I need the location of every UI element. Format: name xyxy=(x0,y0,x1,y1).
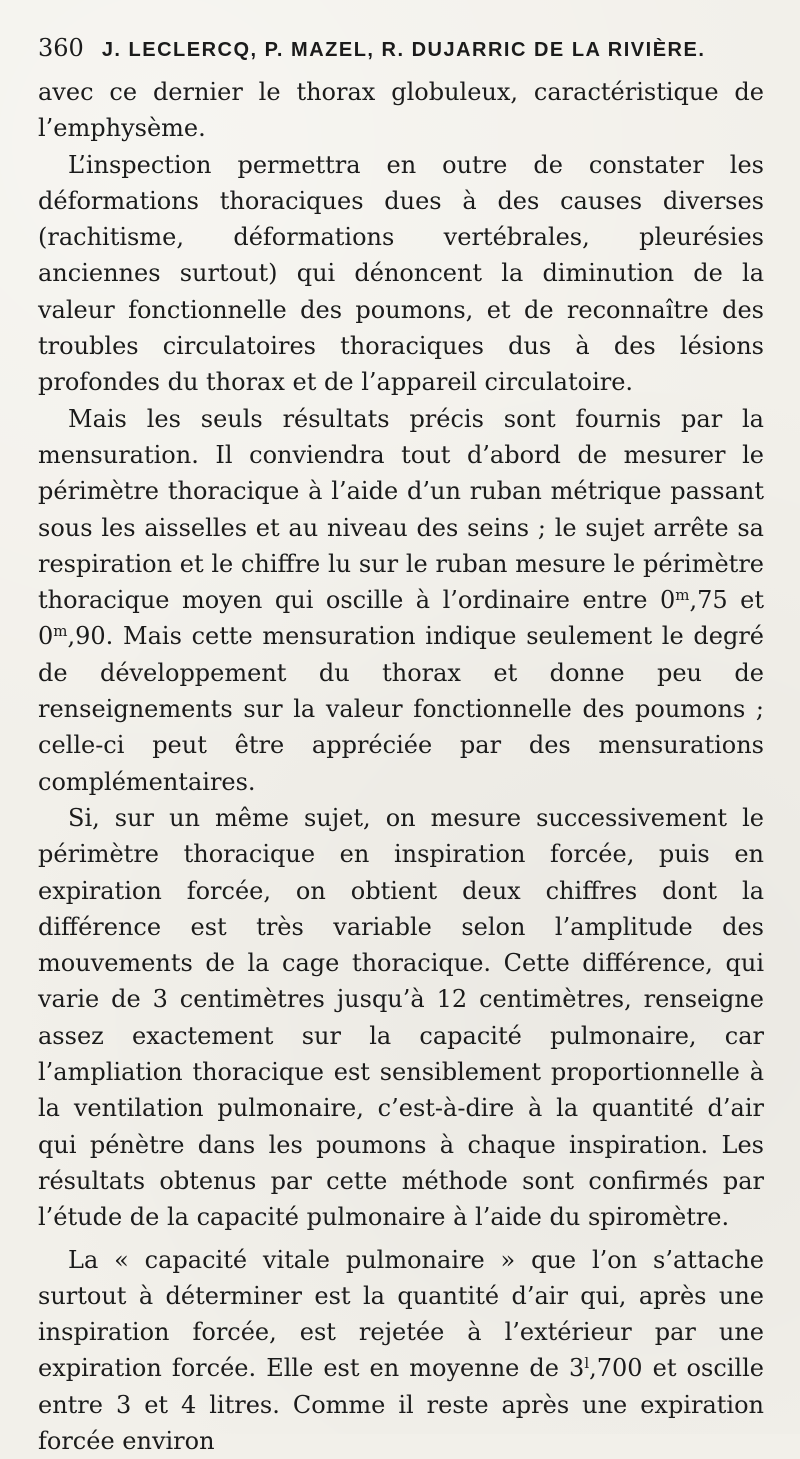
meter-superscript-1: m xyxy=(675,586,689,604)
paragraph-mensuration-text-c: ,90. Mais cette mensuration indique seulement le degré de développement du thorax et donne peu de renseignements sur la valeur fonctionnelle des poumons ; celle-ci peut être appréciée par des mensurations complémentaires. xyxy=(38,622,764,795)
paragraph-continuation: avec ce dernier le thorax globuleux, caractéristique de l’emphysème. xyxy=(38,74,764,147)
liter-superscript: l xyxy=(584,1354,589,1372)
paragraph-vital-capacity xyxy=(38,1242,764,1459)
paragraph-mensuration xyxy=(38,401,764,800)
meter-superscript-2: m xyxy=(53,622,67,640)
page-number: 360 xyxy=(38,34,84,62)
paragraph-mensuration-text-a: Mais les seuls résultats précis sont fournis par la mensuration. Il conviendra tout d’abord de mesurer le périmètre thoracique à l’aide d’un ruban métrique passant sous les aisselles et au niveau des seins ; le sujet arrête sa respiration et le chiffre lu sur le ruban mesure le périmètre thoracique moyen qui oscille à l’ordinaire entre 0 xyxy=(38,405,764,614)
paragraph-vital-capacity-text-b: ,700 et oscille entre 3 et 4 litres. Comme il reste après une expiration forcée environ xyxy=(38,1354,764,1455)
paragraph-inspection: L’inspection permettra en outre de constater les déformations thoraciques dues à des causes diverses (rachitisme, déformations vertébrales, pleurésies anciennes surtout) qui dénoncent la diminution de la valeur fonctionnelle des poumons, et de reconnaître des troubles circulatoires thoraciques dus à des lésions profondes du thorax et de l’appareil circulatoire. xyxy=(38,147,764,401)
body-text xyxy=(38,74,764,1459)
paragraph-mensuration-text-b: ,75 et 0 xyxy=(38,586,764,650)
paragraph-perimeter-difference: Si, sur un même sujet, on mesure successivement le périmètre thoracique en inspiration forcée, puis en expiration forcée, on obtient deux chiffres dont la différence est très variable selon l’amplitude des mouvements de la cage thoracique. Cette différence, qui varie de 3 centimètres jusqu’à 12 centimètres, renseigne assez exactement sur la capacité pulmonaire, car l’ampliation thoracique est sensiblement proportionnelle à la ventilation pulmonaire, c’est-à-dire à la quantité d’air qui pénètre dans les poumons à chaque inspiration. Les résultats obtenus par cette méthode sont confirmés par l’étude de la capacité pulmonaire à l’aide du spiromètre. xyxy=(38,800,764,1236)
running-title: J. LECLERCQ, P. MAZEL, R. DUJARRIC DE LA RIVIÈRE. xyxy=(102,39,706,62)
paragraph-vital-capacity-text-a: La « capacité vitale pulmonaire » que l’on s’attache surtout à déterminer est la quantité d’air qui, après une inspiration forcée, est rejetée à l’extérieur par une expiration forcée. Elle est en moyenne de 3 xyxy=(38,1246,764,1383)
running-header xyxy=(38,34,764,72)
